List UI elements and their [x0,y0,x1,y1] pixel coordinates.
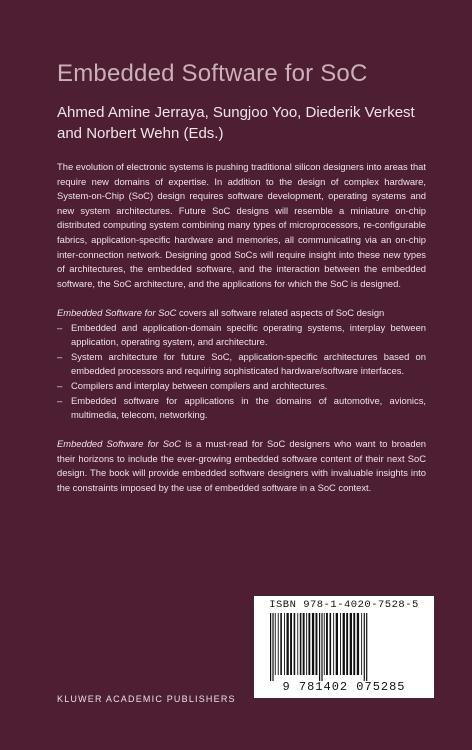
barcode-bar [324,613,325,675]
covers-book-title: Embedded Software for SoC [57,306,177,318]
closing-book-title: Embedded Software for SoC [57,438,182,450]
barcode-bar [272,613,273,681]
barcode-bar [284,613,285,675]
barcode-bars [268,613,428,681]
barcode-bar [270,613,271,681]
barcode-bar [300,613,302,675]
barcode-number: 9 781402 075285 [282,680,406,694]
barcode-bar [361,613,362,675]
barcode-bar [333,613,334,675]
barcode-bar [275,613,276,675]
barcode-bar [340,613,341,675]
barcode-bar [287,613,289,675]
barcode-bar [336,613,338,675]
barcode-bar [316,613,318,675]
topic-item: – System architecture for future SoC, application-specific architectures based on embedded processors and requiring sophisticated hardware/software interfaces. [57,350,426,379]
barcode-bar [330,613,332,675]
topic-item: – Compilers and interplay between compilers and architectures. [57,379,426,394]
isbn-barcode [254,596,434,698]
isbn-label: ISBN 978-1-4020-7528-5 [269,599,419,611]
book-authors: Ahmed Amine Jerraya, Sungjoo Yoo, Diederik Verkest and Norbert Wehn (Eds.) [57,104,415,142]
barcode-bar [321,613,322,681]
barcode-bar [278,613,279,675]
barcode-bar [280,613,282,675]
barcode-bar [346,613,348,675]
topic-item: – Embedded and application-domain specific operating systems, interplay between application, operating system, and architecture. [57,321,426,350]
barcode-bar [350,613,352,675]
book-title: Embedded Software for SoC [57,60,368,87]
topics-list [57,321,426,423]
covers-intro-text: covers all software related aspects of SoC design [176,306,385,318]
barcode-bar [294,613,296,675]
barcode-bar [357,613,359,675]
barcode-bar [297,613,298,675]
barcode-bar [312,613,314,675]
description-paragraph-1: The evolution of electronic systems is pushing traditional silicon designers into areas that require new domains of expertise. In addition to the design of complex hardware, System-on-Chip (SoC) design requires software development, operating systems and new system architectures. Future SoC designs will resemble a miniature on-chip distributed computing system combining many types of microprocessors, re-configurable fabrics, application-specific hardware and memories, all communicating via an on-chip inter-connection network. Designing good SoCs will require insight into these new types of architectures, the embedded software, and the interaction between the embedded software, the SoC architecture, and the applications for which the SoC is designed. [57,161,426,289]
barcode-bar [308,613,310,675]
barcode-bar [343,613,345,675]
barcode-bar [303,613,305,675]
closing-paragraph [57,437,426,495]
barcode-bar [319,613,320,681]
barcode-bar [290,613,292,675]
barcode-bar [326,613,328,675]
closing-text: is a must-read for SoC designers who want to broaden their horizons to include the ever-growing embedded software content of their next SoC design. The book will provide embedded software designers with invaluable insights into the constraints imposed by the use of embedded software in a SoC context. [57,438,426,494]
barcode-bar [366,613,367,681]
barcode-bar [306,613,307,675]
book-description [57,160,426,496]
covers-intro [57,306,426,321]
barcode-bar [353,613,355,675]
topic-item: – Embedded software for applications in the domains of automotive, avionics, multimedia, telecom, networking. [57,394,426,423]
barcode-bar [364,613,365,681]
publisher-name: KLUWER ACADEMIC PUBLISHERS [57,694,236,704]
